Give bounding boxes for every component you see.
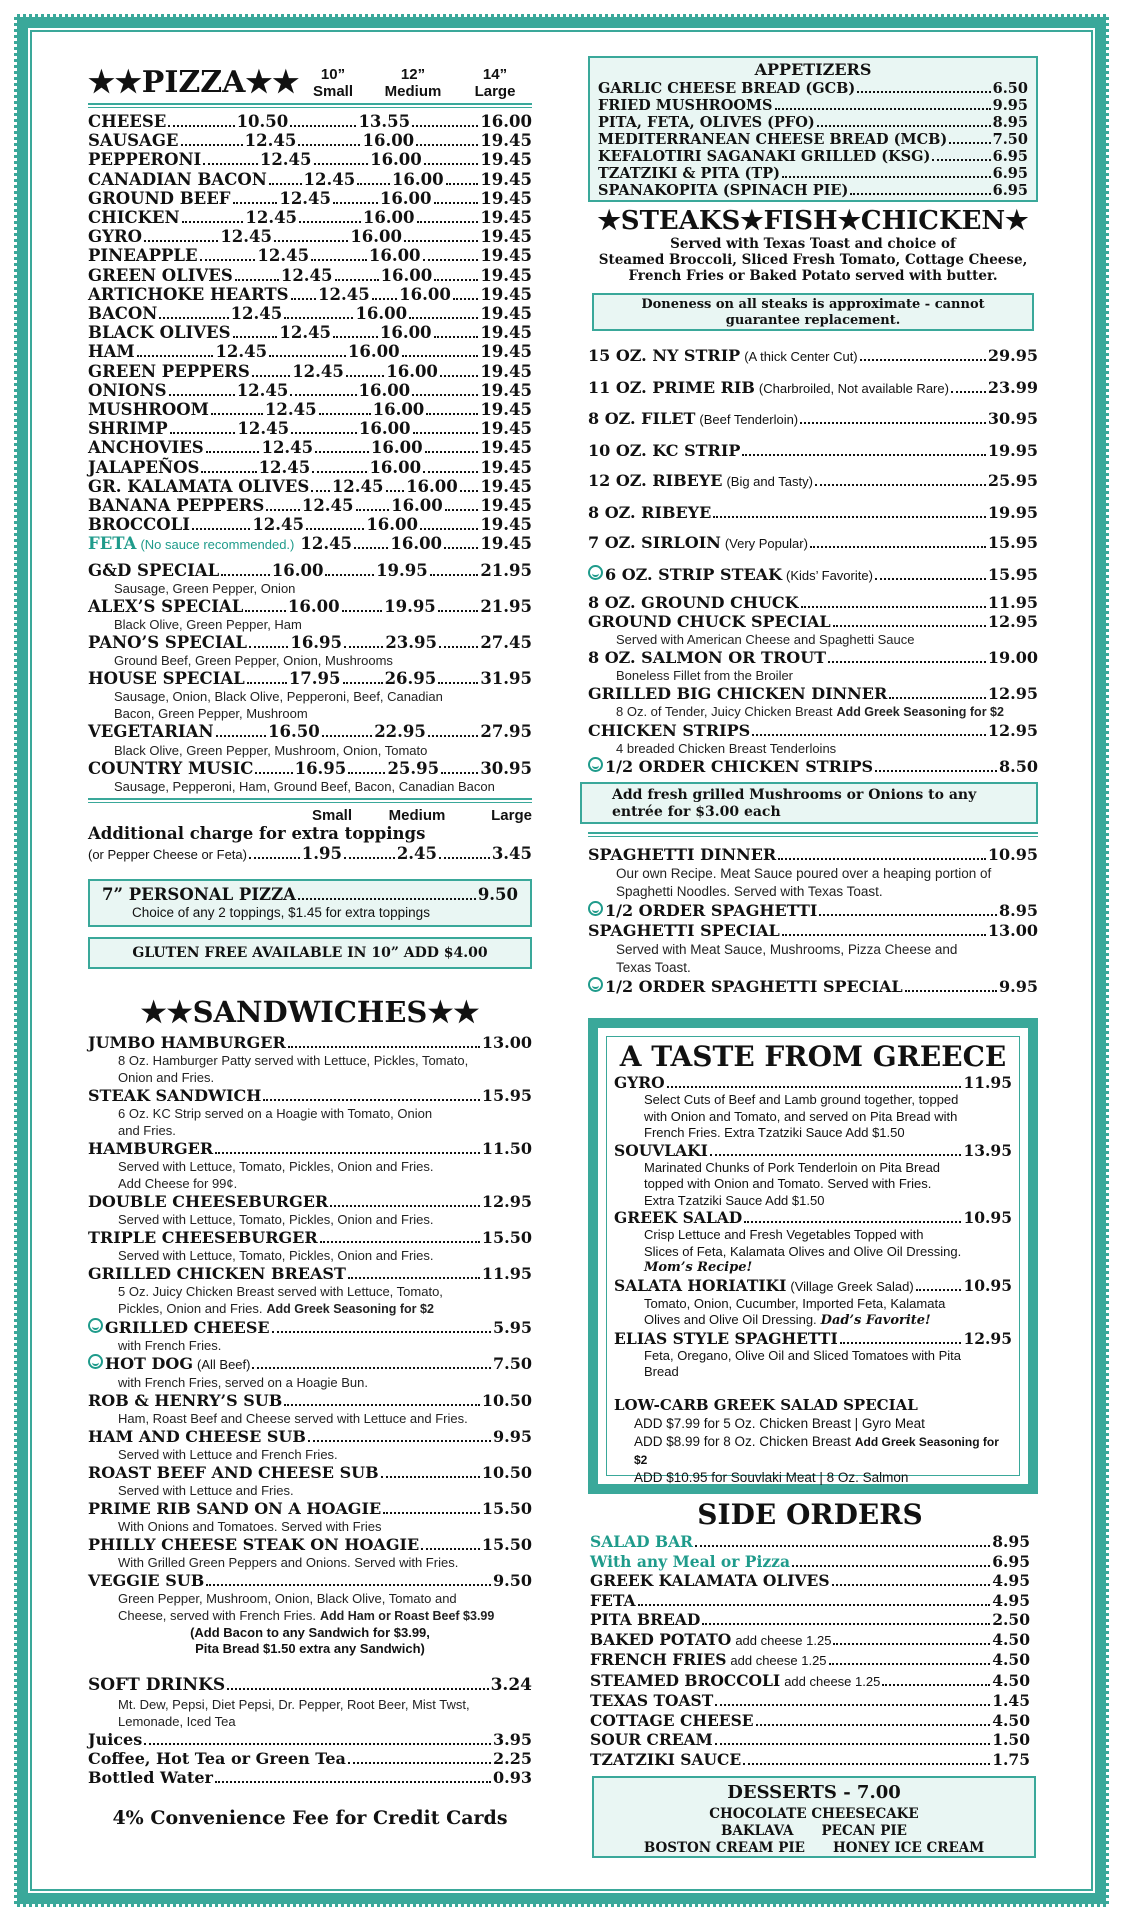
special-pizza-row: VEGETARIAN 16.50 22.95 27.95 bbox=[88, 722, 533, 742]
greek-row: GYRO 11.95 bbox=[614, 1073, 1012, 1092]
entree-desc: 8 Oz. of Tender, Juicy Chicken Breast Add Greek Seasoning for $2 bbox=[616, 704, 1004, 719]
sandwich-desc: and Fries. bbox=[118, 1122, 176, 1138]
greek-desc: with Onion and Tomato, and served on Pita Bread with bbox=[644, 1108, 958, 1124]
sandwich-list bbox=[88, 1033, 532, 1625]
personal-pizza-box: 7” PERSONAL PIZZA 9.50 Choice of any 2 toppings, $1.45 for extra toppings bbox=[88, 879, 532, 927]
dessert-item: PECAN PIE bbox=[821, 1823, 907, 1839]
spaghetti-desc: Spaghetti Noodles. Served with Texas Toast. bbox=[616, 884, 883, 899]
sandwich-desc: 5 Oz. Juicy Chicken Breast served with Lettuce, Tomato, bbox=[118, 1283, 443, 1299]
steak-row: 8 OZ. FILET (Beef Tenderloin) 30.95 bbox=[588, 409, 1038, 428]
sandwich-row: HOT DOG (All Beef) 7.50 bbox=[88, 1354, 532, 1374]
appetizer-row: TZATZIKI & PITA (TP) 6.95 bbox=[598, 165, 1028, 182]
sandwich-row: GRILLED CHICKEN BREAST 11.95 bbox=[88, 1263, 532, 1283]
greek-desc: Feta, Oregano, Olive Oil and Sliced Tomatoes with Pita bbox=[644, 1347, 961, 1363]
greek-row: GREEK SALAD 10.95 bbox=[614, 1208, 1012, 1227]
pizza-row: BROCCOLI 12.45 16.00 19.45 bbox=[88, 515, 532, 535]
smiley-face-icon bbox=[588, 757, 603, 772]
spaghetti-row: 1/2 ORDER SPAGHETTI SPECIAL 9.95 bbox=[588, 977, 1038, 997]
entree-desc: 4 breaded Chicken Breast Tenderloins bbox=[616, 741, 837, 756]
greek-desc: Olives and Olive Oil Dressing. Dad’s Favorite! bbox=[644, 1312, 931, 1328]
entree-row: GROUND CHUCK SPECIAL 12.95 bbox=[588, 612, 1038, 631]
steak-row: 11 OZ. PRIME RIB (Charbroiled, Not available Rare) 23.99 bbox=[588, 377, 1038, 397]
sandwich-row: DOUBLE CHEESEBURGER 12.95 bbox=[88, 1191, 532, 1211]
greek-desc: Select Cuts of Beef and Lamb ground together, topped bbox=[644, 1092, 959, 1107]
side-row: GREEK KALAMATA OLIVES 4.95 bbox=[590, 1571, 1030, 1590]
pizza-row: JALAPEÑOS 12.45 16.00 19.45 bbox=[88, 457, 532, 477]
side-row: BAKED POTATO add cheese 1.25 4.50 bbox=[590, 1629, 1030, 1649]
sandwich-desc: Served with Lettuce and Fries. bbox=[118, 1482, 294, 1498]
convenience-fee: 4% Convenience Fee for Credit Cards bbox=[112, 1806, 508, 1829]
lowcarb-title: LOW-CARB GREEK SALAD SPECIAL bbox=[614, 1395, 918, 1414]
sandwich-desc: with French Fries, served on a Hoagie Bun. bbox=[118, 1374, 369, 1390]
entree-row: 8 OZ. SALMON OR TROUT 19.00 bbox=[588, 648, 1038, 667]
mushroom-box: Add fresh grilled Mushrooms or Onions to any entrée for $3.00 each bbox=[580, 782, 1038, 824]
entree-desc: Served with American Cheese and Spaghetti Sauce bbox=[616, 632, 915, 647]
sides-title: SIDE ORDERS bbox=[697, 1498, 923, 1531]
entree-list bbox=[588, 593, 1038, 776]
sandwich-desc: With Grilled Green Peppers and Onions. Served with Fries. bbox=[118, 1554, 459, 1570]
special-desc: Sausage, Green Pepper, Onion bbox=[114, 580, 296, 596]
sandwich-desc: Onion and Fries. bbox=[118, 1069, 215, 1085]
pizza-row: CANADIAN BACON 12.45 16.00 19.45 bbox=[88, 169, 532, 189]
sandwich-desc: Served with Lettuce, Tomato, Pickles, Onion and Fries. bbox=[118, 1247, 434, 1263]
special-pizza-row: ALEX’S SPECIAL 16.00 19.95 21.95 bbox=[88, 596, 532, 616]
dessert-item: HONEY ICE CREAM bbox=[832, 1840, 985, 1856]
pizza-row: SAUSAGE 12.45 16.00 19.45 bbox=[88, 131, 532, 151]
sandwich-desc: Add Cheese for 99¢. bbox=[118, 1175, 238, 1191]
appetizer-row: MEDITERRANEAN CHEESE BREAD (MCB) 7.50 bbox=[598, 131, 1028, 148]
special-pizza-row: HOUSE SPECIAL 17.95 26.95 31.95 bbox=[88, 669, 532, 689]
left-column bbox=[88, 50, 532, 1829]
greek-desc: Bread bbox=[644, 1364, 679, 1379]
appetizer-row: SPANAKOPITA (SPINACH PIE) 6.95 bbox=[598, 182, 1028, 199]
sandwich-row: ROAST BEEF AND CHEESE SUB 10.50 bbox=[88, 1462, 532, 1482]
greek-row: ELIAS STYLE SPAGHETTI 12.95 bbox=[614, 1328, 1012, 1348]
dessert-item: CHOCOLATE CHEESECAKE bbox=[709, 1806, 919, 1822]
extra-sizes-header: Small Medium Large bbox=[311, 806, 532, 824]
special-desc: Bacon, Green Pepper, Mushroom bbox=[114, 706, 308, 722]
greek-fav: Mom’s Recipe! bbox=[644, 1260, 753, 1275]
divider bbox=[88, 103, 532, 108]
pizza-row: ONIONS 12.45 16.00 19.45 bbox=[88, 380, 532, 400]
spaghetti-desc: Texas Toast. bbox=[616, 960, 691, 975]
size-small: 10” Small bbox=[312, 66, 354, 100]
drink-row: Coffee, Hot Tea or Green Tea 2.25 bbox=[88, 1748, 532, 1768]
sides-section bbox=[590, 1498, 1030, 1769]
smiley-face-icon bbox=[588, 565, 603, 580]
sandwich-desc: 6 Oz. KC Strip served on a Hoagie with Tomato, Onion bbox=[118, 1105, 433, 1121]
sandwich-desc: With Onions and Tomatoes. Served with Fries bbox=[118, 1518, 382, 1534]
steak-row: 6 OZ. STRIP STEAK (Kids’ Favorite) 15.95 bbox=[588, 560, 1038, 592]
sandwich-desc: with French Fries. bbox=[118, 1337, 222, 1353]
smiley-face-icon bbox=[588, 977, 603, 992]
doneness-notice: Doneness on all steaks is approximate - cannot guarantee replacement. bbox=[592, 293, 1034, 331]
lowcarb-line: ADD $7.99 for 5 Oz. Chicken Breast | Gyro Meat bbox=[634, 1415, 925, 1431]
appetizers-box bbox=[588, 56, 1038, 202]
steak-row: 12 OZ. RIBEYE (Big and Tasty) 25.95 bbox=[588, 471, 1038, 490]
greek-row: SOUVLAKI 13.95 bbox=[614, 1140, 1012, 1160]
side-row: With any Meal or Pizza 6.95 bbox=[590, 1551, 1030, 1571]
appetizer-row: KEFALOTIRI SAGANAKI GRILLED (KSG) 6.95 bbox=[598, 148, 1028, 165]
pizza-row: BANANA PEPPERS 12.45 16.00 19.45 bbox=[88, 496, 533, 516]
special-desc: Sausage, Onion, Black Olive, Pepperoni, Beef, Canadian bbox=[114, 689, 443, 705]
pizza-row: BLACK OLIVES 12.45 16.00 19.45 bbox=[88, 323, 533, 343]
greek-desc: Marinated Chunks of Pork Tenderloin on Pita Bread bbox=[644, 1159, 941, 1175]
pizza-title: ★★PIZZA★★ bbox=[88, 65, 300, 100]
pizza-row: GR. KALAMATA OLIVES 12.45 16.00 19.45 bbox=[88, 476, 532, 496]
pizza-row: ANCHOVIES 12.45 16.00 19.45 bbox=[88, 438, 533, 458]
special-desc: Sausage, Pepperoni, Ham, Ground Beef, Bacon, Canadian Bacon bbox=[114, 778, 495, 794]
steak-row: 15 OZ. NY STRIP (A thick Center Cut) 29.95 bbox=[588, 346, 1038, 365]
special-pizza-row: G&D SPECIAL 16.00 19.95 21.95 bbox=[88, 560, 532, 580]
sandwich-row: STEAK SANDWICH 15.95 bbox=[88, 1085, 532, 1105]
sandwich-desc: Pickles, Onion and Fries. Add Greek Seasoning for $2 bbox=[118, 1300, 434, 1316]
sandwich-row: JUMBO HAMBURGER 13.00 bbox=[88, 1032, 532, 1052]
greece-list bbox=[614, 1074, 1012, 1381]
entree-row: 1/2 ORDER CHICKEN STRIPS 8.50 bbox=[588, 757, 1038, 776]
sandwich-desc: Served with Lettuce, Tomato, Pickles, Onion and Fries. bbox=[118, 1211, 434, 1227]
appetizer-row: PITA, FETA, OLIVES (PFO) 8.95 bbox=[598, 114, 1028, 131]
pizza-row: GYRO 12.45 16.00 19.45 bbox=[88, 227, 533, 247]
steak-list bbox=[588, 341, 1038, 591]
bacon-note: (Add Bacon to any Sandwich for $3.99, Pita Bread $1.50 extra any Sandwich) bbox=[190, 1624, 430, 1656]
greek-desc: French Fries. Extra Tzatziki Sauce Add $1.50 bbox=[644, 1125, 905, 1140]
appetizer-row: FRIED MUSHROOMS 9.95 bbox=[598, 97, 1028, 114]
extra-toppings-row: (or Pepper Cheese or Feta) 1.95 2.45 3.45 bbox=[88, 843, 533, 863]
sandwich-row: HAMBURGER 11.50 bbox=[88, 1138, 532, 1158]
drink-row: Bottled Water 0.93 bbox=[88, 1767, 532, 1787]
pizza-row: GREEN PEPPERS 12.45 16.00 19.45 bbox=[88, 361, 532, 381]
dessert-item: BAKLAVA bbox=[721, 1823, 794, 1839]
entree-row: GRILLED BIG CHICKEN DINNER 12.95 bbox=[588, 684, 1038, 703]
appetizers-title: APPETIZERS bbox=[754, 60, 872, 79]
sandwich-row: GRILLED CHEESE 5.95 bbox=[88, 1318, 532, 1337]
pizza-row: SHRIMP 12.45 16.00 19.45 bbox=[88, 419, 533, 439]
extra-toppings-title: Additional charge for extra toppings bbox=[88, 823, 426, 843]
sandwich-row: PHILLY CHEESE STEAK ON HOAGIE 15.50 bbox=[88, 1534, 532, 1554]
special-desc: Black Olive, Green Pepper, Ham bbox=[114, 617, 302, 633]
pizza-row: MUSHROOM 12.45 16.00 19.45 bbox=[88, 400, 532, 420]
pizza-row: HAM 12.45 16.00 19.45 bbox=[88, 342, 533, 362]
smiley-face-icon bbox=[588, 901, 603, 916]
sandwich-row: VEGGIE SUB 9.50 bbox=[88, 1570, 532, 1590]
sandwich-desc: Green Pepper, Mushroom, Onion, Black Olive, Tomato and bbox=[118, 1590, 457, 1606]
smiley-face-icon bbox=[88, 1354, 103, 1369]
pizza-row: PEPPERONI 12.45 16.00 19.45 bbox=[88, 150, 533, 170]
size-large: 14” Large bbox=[474, 66, 516, 100]
pizza-row: ARTICHOKE HEARTS 12.45 16.00 19.45 bbox=[88, 284, 532, 304]
spaghetti-desc: Our own Recipe. Meat Sauce poured over a heaping portion of bbox=[616, 866, 992, 881]
steak-row: 8 OZ. RIBEYE 19.95 bbox=[588, 502, 1038, 522]
smiley-face-icon bbox=[88, 1318, 103, 1333]
sandwich-desc: Served with Lettuce, Tomato, Pickles, Onion and Fries. bbox=[118, 1158, 434, 1174]
sandwich-desc: Ham, Roast Beef and Cheese served with Lettuce and Fries. bbox=[118, 1410, 468, 1426]
drinks-section: SOFT DRINKS 3.24 Mt. Dew, Pepsi, Diet Pepsi, Dr. Pepper, Root Beer, Mist Twst, Lemonade, Iced Tea Juices 3.95 Coffee, Hot Tea or Green Tea 2.25 Bottled Water 0.93 bbox=[88, 1674, 532, 1787]
greece-title: A TASTE FROM GREECE bbox=[619, 1040, 1007, 1073]
desserts-title: DESSERTS - 7.00 bbox=[727, 1782, 901, 1803]
side-row: COTTAGE CHEESE 4.50 bbox=[590, 1710, 1030, 1730]
divider bbox=[588, 832, 1038, 837]
special-desc: Ground Beef, Green Pepper, Onion, Mushrooms bbox=[114, 653, 393, 669]
lowcarb-list bbox=[614, 1415, 1012, 1487]
pizza-row: CHICKEN 12.45 16.00 19.45 bbox=[88, 208, 532, 228]
special-desc: Black Olive, Green Pepper, Mushroom, Onion, Tomato bbox=[114, 742, 428, 758]
drink-row: Juices 3.95 bbox=[88, 1729, 532, 1749]
entree-row: CHICKEN STRIPS 12.95 bbox=[588, 721, 1038, 740]
greece-box bbox=[588, 1018, 1038, 1494]
pizza-specials bbox=[88, 561, 532, 795]
desserts-box bbox=[592, 1776, 1036, 1858]
greek-desc: Tomato, Onion, Cucumber, Imported Feta, Kalamata bbox=[644, 1295, 946, 1311]
side-row: FRENCH FRIES add cheese 1.25 4.50 bbox=[590, 1650, 1030, 1669]
side-row: TZATZIKI SAUCE 1.75 bbox=[590, 1749, 1030, 1769]
pizza-header bbox=[88, 50, 532, 100]
steak-row: 7 OZ. SIRLOIN (Very Popular) 15.95 bbox=[588, 533, 1038, 552]
side-row: TEXAS TOAST 1.45 bbox=[590, 1691, 1030, 1710]
dessert-item: BOSTON CREAM PIE bbox=[643, 1840, 805, 1856]
side-row: SOUR CREAM 1.50 bbox=[590, 1730, 1030, 1749]
spaghetti-row: SPAGHETTI DINNER 10.95 bbox=[588, 845, 1038, 864]
side-row: PITA BREAD 2.50 bbox=[590, 1610, 1030, 1629]
side-row: FETA 4.95 bbox=[590, 1590, 1030, 1610]
special-pizza-row: COUNTRY MUSIC 16.95 25.95 30.95 bbox=[88, 758, 532, 778]
steaks-title: ★STEAKS★FISH★CHICKEN★ bbox=[597, 206, 1029, 236]
side-row: SALAD BAR 8.95 bbox=[590, 1532, 1030, 1551]
sandwich-row: ROB & HENRY’S SUB 10.50 bbox=[88, 1390, 532, 1410]
sandwiches-title: ★★SANDWICHES★★ bbox=[140, 994, 480, 1029]
side-row: STEAMED BROCCOLI add cheese 1.25 4.50 bbox=[590, 1670, 1030, 1690]
appetizer-row: GARLIC CHEESE BREAD (GCB) 6.50 bbox=[598, 80, 1028, 97]
greek-desc: Extra Tzatziki Sauce Add $1.50 bbox=[644, 1192, 825, 1208]
lowcarb-line: ADD $8.99 for 8 Oz. Chicken Breast Add Greek Seasoning for $2 bbox=[634, 1433, 999, 1467]
greek-desc: Slices of Feta, Kalamata Olives and Olive Oil Dressing. bbox=[644, 1243, 962, 1259]
pizza-row: PINEAPPLE 12.45 16.00 19.45 bbox=[88, 246, 532, 266]
sandwich-desc: Cheese, served with French Fries. Add Ham or Roast Beef $3.99 bbox=[118, 1607, 495, 1623]
entree-desc: Boneless Fillet from the Broiler bbox=[616, 668, 794, 683]
pizza-row: GREEN OLIVES 12.45 16.00 19.45 bbox=[88, 265, 532, 285]
spaghetti-row: 1/2 ORDER SPAGHETTI 8.95 bbox=[588, 901, 1038, 921]
lowcarb-line: ADD $10.95 for Souvlaki Meat | 8 Oz. Salmon bbox=[634, 1469, 909, 1485]
pizza-row: BACON 12.45 16.00 19.45 bbox=[88, 304, 533, 324]
greek-desc: topped with Onion and Tomato. Served with Fries. bbox=[644, 1176, 932, 1191]
pizza-row: GROUND BEEF 12.45 16.00 19.45 bbox=[88, 188, 533, 208]
right-column bbox=[588, 56, 1038, 997]
pizza-row: CHEESE 10.50 13.55 16.00 bbox=[88, 112, 532, 131]
entree-row: 8 OZ. GROUND CHUCK 11.95 bbox=[588, 593, 1038, 612]
pizza-list bbox=[88, 112, 532, 534]
pizza-row-feta: FETA (No sauce recommended.) 12.45 16.00 19.45 bbox=[88, 534, 533, 554]
divider bbox=[88, 798, 532, 803]
sandwich-row: PRIME RIB SAND ON A HOAGIE 15.50 bbox=[88, 1498, 532, 1518]
greek-desc: Crisp Lettuce and Fresh Vegetables Topped with bbox=[644, 1227, 924, 1242]
special-pizza-row: PANO’S SPECIAL 16.95 23.95 27.45 bbox=[88, 633, 532, 653]
steak-row: 10 OZ. KC STRIP 19.95 bbox=[588, 440, 1038, 460]
spaghetti-list bbox=[588, 845, 1038, 997]
gluten-free-box: GLUTEN FREE AVAILABLE IN 10” ADD $4.00 bbox=[88, 937, 532, 969]
size-medium: 12” Medium bbox=[384, 66, 442, 100]
sandwich-row: HAM AND CHEESE SUB 9.95 bbox=[88, 1426, 532, 1446]
spaghetti-row: SPAGHETTI SPECIAL 13.00 bbox=[588, 921, 1038, 940]
spaghetti-desc: Served with Meat Sauce, Mushrooms, Pizza Cheese and bbox=[616, 942, 958, 957]
greek-row: SALATA HORIATIKI (Village Greek Salad) 10.95 bbox=[614, 1275, 1012, 1295]
sandwich-desc: 8 Oz. Hamburger Patty served with Lettuce, Pickles, Tomato, bbox=[118, 1052, 469, 1068]
sandwich-row: TRIPLE CHEESEBURGER 15.50 bbox=[88, 1227, 532, 1247]
sandwich-desc: Served with Lettuce and French Fries. bbox=[118, 1446, 338, 1462]
steaks-subtitle: Served with Texas Toast and choice of Steamed Broccoli, Sliced Fresh Tomato, Cottage Cheese, French Fries or Baked Potato served with butter. bbox=[598, 236, 1028, 284]
